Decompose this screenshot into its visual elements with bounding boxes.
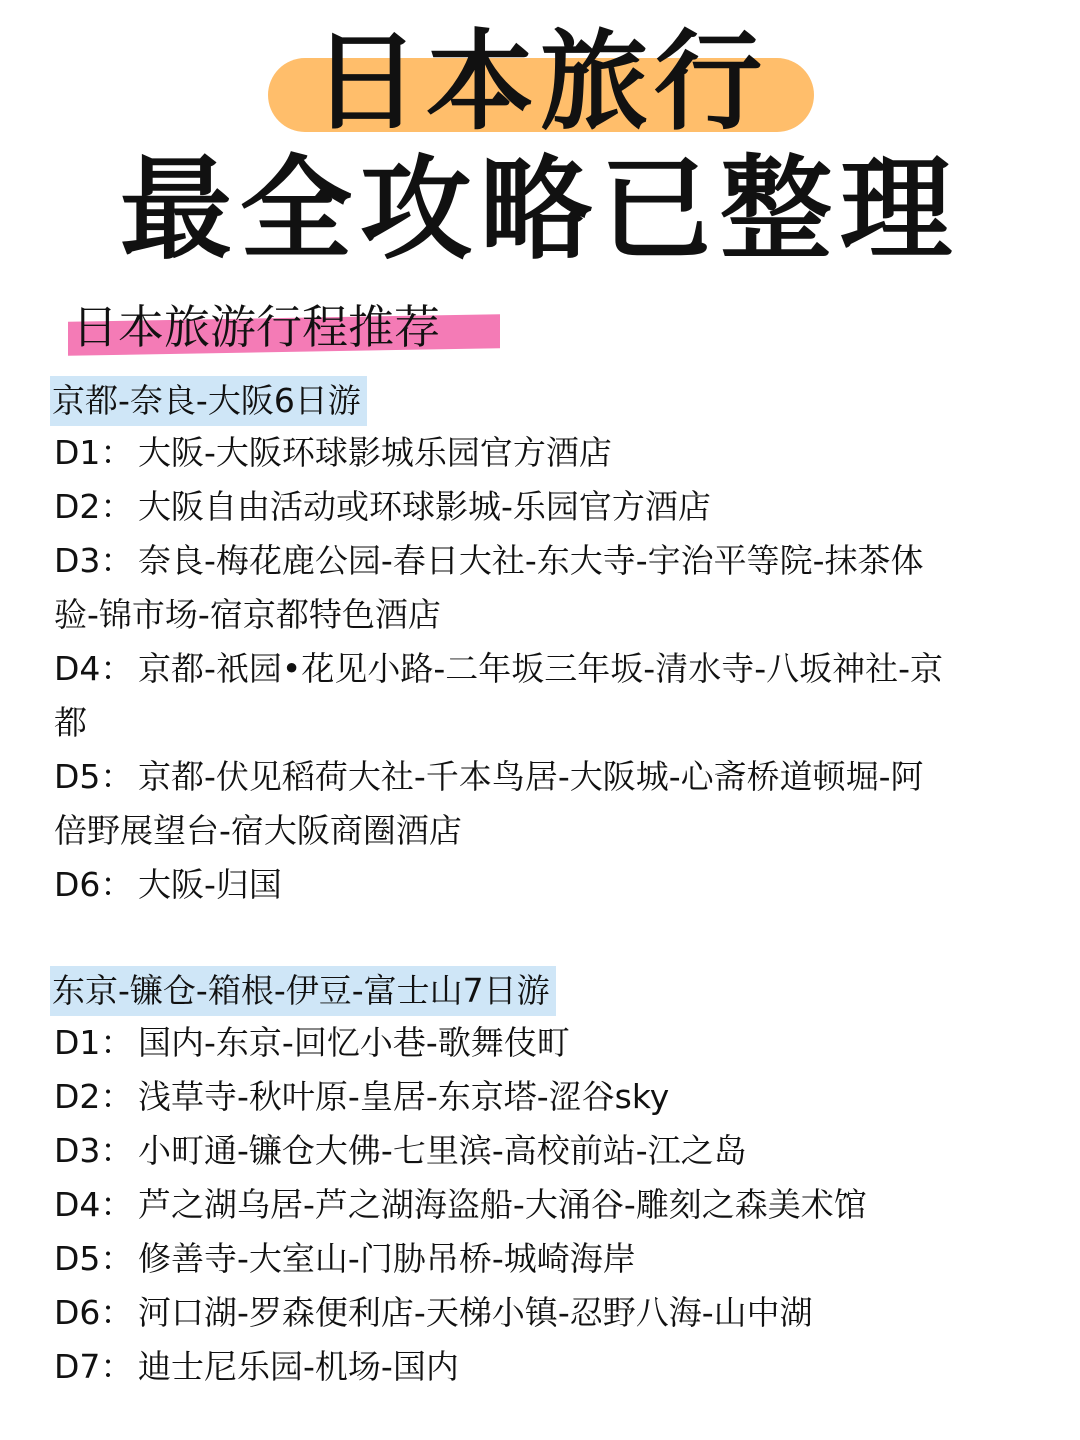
day-label: D2： (54, 487, 134, 526)
day-text: 京都-伏见稻荷大社-千本鸟居-大阪城-心斋桥道顿堀-阿 (138, 757, 924, 796)
day-label: D1： (54, 1023, 134, 1062)
itinerary-day (54, 1070, 1024, 1124)
day-label: D3： (54, 541, 134, 580)
itinerary-day (54, 858, 1024, 912)
section-heading: 日本旅游行程推荐 (72, 300, 440, 354)
page-title-line2: 最全攻略已整理 (120, 145, 960, 275)
day-text: 浅草寺-秋叶原-皇居-东京塔-涩谷sky (138, 1077, 670, 1116)
itinerary-title: 东京-镰仓-箱根-伊豆-富士山7日游 (50, 966, 556, 1016)
itinerary-day (54, 1178, 1024, 1232)
page-title-line1: 日本旅行 (311, 20, 768, 145)
day-text: 芦之湖乌居-芦之湖海盗船-大涌谷-雕刻之森美术馆 (138, 1185, 867, 1224)
itinerary-day-continuation: 都 (54, 703, 87, 742)
day-label: D4： (54, 649, 134, 688)
day-text: 大阪-大阪环球影城乐园官方酒店 (138, 433, 612, 472)
itinerary-day (54, 534, 1024, 588)
itinerary-day (54, 1016, 1024, 1070)
itinerary-day (54, 750, 1024, 804)
itinerary-day (54, 1286, 1024, 1340)
day-text: 奈良-梅花鹿公园-春日大社-东大寺-宇治平等院-抹茶体 (138, 541, 924, 580)
day-label: D6： (54, 865, 134, 904)
itinerary-day-continuation: 验-锦市场-宿京都特色酒店 (54, 595, 441, 634)
day-text: 小町通-镰仓大佛-七里滨-高校前站-江之岛 (138, 1131, 747, 1170)
day-label: D6： (54, 1293, 134, 1332)
day-label: D7： (54, 1347, 134, 1386)
day-label: D5： (54, 1239, 134, 1278)
day-label: D1： (54, 433, 134, 472)
day-text: 大阪自由活动或环球影城-乐园官方酒店 (138, 487, 711, 526)
day-label: D4： (54, 1185, 134, 1224)
day-text: 河口湖-罗森便利店-天梯小镇-忍野八海-山中湖 (138, 1293, 813, 1332)
itinerary-kyoto-nara-osaka (54, 376, 1024, 912)
day-text: 迪士尼乐园-机场-国内 (138, 1347, 459, 1386)
itinerary-day (54, 426, 1024, 480)
itinerary-day-continuation: 倍野展望台-宿大阪商圈酒店 (54, 811, 462, 850)
itinerary-day (54, 1124, 1024, 1178)
itinerary-day (54, 1232, 1024, 1286)
title-block (0, 0, 1080, 280)
day-label: D2： (54, 1077, 134, 1116)
itinerary-day (54, 1340, 1024, 1394)
itinerary-day (54, 480, 1024, 534)
itinerary-tokyo-kamakura-hakone (54, 966, 1024, 1394)
day-label: D5： (54, 757, 134, 796)
day-text: 修善寺-大室山-门胁吊桥-城崎海岸 (138, 1239, 636, 1278)
day-text: 京都-祇园•花见小路-二年坂三年坂-清水寺-八坂神社-京 (138, 649, 944, 688)
day-label: D3： (54, 1131, 134, 1170)
day-text: 大阪-归国 (138, 865, 282, 904)
day-text: 国内-东京-回忆小巷-歌舞伎町 (138, 1023, 570, 1062)
itinerary-title: 京都-奈良-大阪6日游 (50, 376, 367, 426)
itinerary-day (54, 642, 1024, 696)
